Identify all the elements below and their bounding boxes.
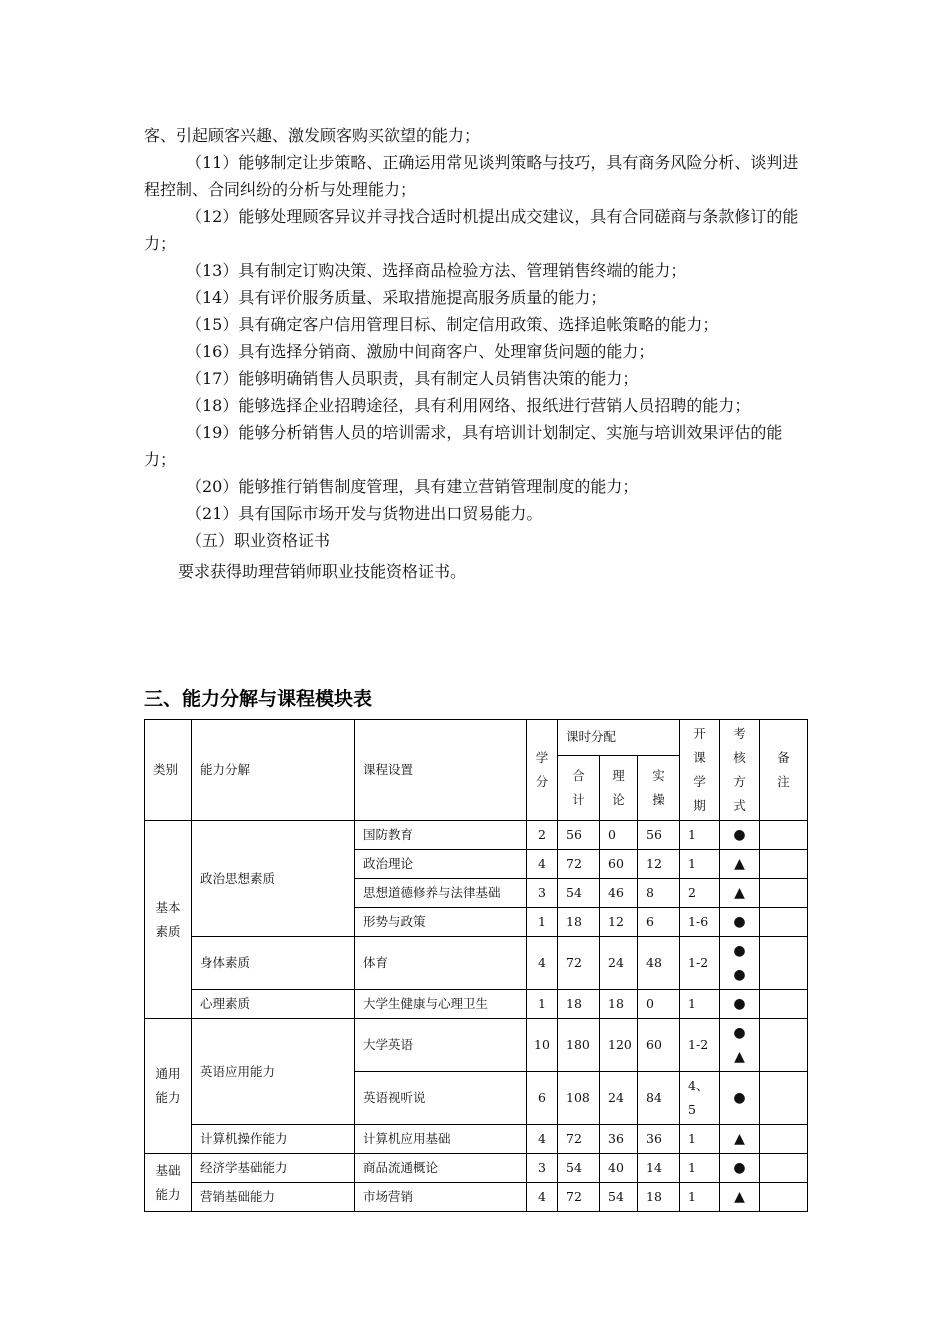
credit-cell: 10 <box>527 1019 558 1072</box>
theory-cell: 24 <box>600 937 638 990</box>
exam-cell: ▲ <box>720 850 760 879</box>
ability-political: 政治思想素质 <box>192 821 355 937</box>
category-foundation: 基础 能力 <box>145 1154 192 1212</box>
course-cell: 形势与政策 <box>355 908 527 937</box>
paragraph: （19）能够分析销售人员的培训需求，具有培训计划制定、实施与培训效果评估的能力； <box>144 423 783 469</box>
credit-cell: 4 <box>527 850 558 879</box>
remark-cell <box>760 879 808 908</box>
subheading: （五）职业资格证书 <box>186 531 331 550</box>
table-row <box>145 821 808 850</box>
total-cell: 72 <box>558 1125 600 1154</box>
ability-computer: 计算机操作能力 <box>192 1125 355 1154</box>
course-cell: 市场营销 <box>355 1183 527 1212</box>
exam-cell: ▲ <box>720 879 760 908</box>
category-basic: 基本 素质 <box>145 821 192 1019</box>
total-cell: 18 <box>558 990 600 1019</box>
exam-cell: ● ▲ <box>720 1019 760 1072</box>
remark-cell <box>760 1154 808 1183</box>
total-cell: 180 <box>558 1019 600 1072</box>
course-module-table <box>144 719 808 1212</box>
exam-cell: ▲ <box>720 1183 760 1212</box>
semester-cell: 1 <box>680 1183 720 1212</box>
paragraph: （20）能够推行销售制度管理，具有建立营销管理制度的能力； <box>186 477 639 496</box>
ability-marketing: 营销基础能力 <box>192 1183 355 1212</box>
body-text <box>144 122 814 585</box>
header-row <box>145 720 808 756</box>
semester-cell: 1 <box>680 990 720 1019</box>
course-cell: 国防教育 <box>355 821 527 850</box>
course-cell: 英语视听说 <box>355 1072 527 1125</box>
course-cell: 政治理论 <box>355 850 527 879</box>
header-theory: 理 论 <box>600 755 638 820</box>
paragraph: （11）能够制定让步策略、正确运用常见谈判策略与技巧，具有商务风险分析、谈判进程控制、合同纠纷的分析与处理能力； <box>144 153 799 199</box>
theory-cell: 24 <box>600 1072 638 1125</box>
exam-cell: ● <box>720 908 760 937</box>
practice-cell: 6 <box>638 908 680 937</box>
semester-cell: 2 <box>680 879 720 908</box>
remark-cell <box>760 1072 808 1125</box>
theory-cell: 54 <box>600 1183 638 1212</box>
credit-cell: 6 <box>527 1072 558 1125</box>
course-cell: 计算机应用基础 <box>355 1125 527 1154</box>
remark-cell <box>760 990 808 1019</box>
remark-cell <box>760 850 808 879</box>
theory-cell: 60 <box>600 850 638 879</box>
table-row <box>145 1019 808 1072</box>
remark-cell <box>760 937 808 990</box>
theory-cell: 46 <box>600 879 638 908</box>
theory-cell: 36 <box>600 1125 638 1154</box>
table-row <box>145 990 808 1019</box>
practice-cell: 12 <box>638 850 680 879</box>
credit-cell: 3 <box>527 1154 558 1183</box>
theory-cell: 18 <box>600 990 638 1019</box>
paragraph: （15）具有确定客户信用管理目标、制定信用政策、选择追帐策略的能力； <box>186 315 719 334</box>
course-cell: 大学英语 <box>355 1019 527 1072</box>
credit-cell: 4 <box>527 1125 558 1154</box>
exam-cell: ● <box>720 990 760 1019</box>
category-general: 通用 能力 <box>145 1019 192 1154</box>
paragraph: （21）具有国际市场开发与货物进出口贸易能力。 <box>186 504 543 523</box>
paragraph: （17）能够明确销售人员职责，具有制定人员销售决策的能力； <box>186 369 639 388</box>
remark-cell <box>760 821 808 850</box>
header-semester: 开 课 学 期 <box>680 720 720 821</box>
remark-cell <box>760 908 808 937</box>
table-row <box>145 937 808 990</box>
total-cell: 54 <box>558 1154 600 1183</box>
paragraph: 客、引起顾客兴趣、激发顾客购买欲望的能力； <box>144 126 481 145</box>
header-total: 合 计 <box>558 755 600 820</box>
theory-cell: 12 <box>600 908 638 937</box>
semester-cell: 1 <box>680 1125 720 1154</box>
header-practice: 实 操 <box>638 755 680 820</box>
theory-cell: 40 <box>600 1154 638 1183</box>
total-cell: 72 <box>558 850 600 879</box>
total-cell: 108 <box>558 1072 600 1125</box>
course-cell: 思想道德修养与法律基础 <box>355 879 527 908</box>
course-cell: 商品流通概论 <box>355 1154 527 1183</box>
exam-cell: ● <box>720 821 760 850</box>
header-ability: 能力分解 <box>192 720 355 821</box>
credit-cell: 1 <box>527 990 558 1019</box>
exam-cell: ● <box>720 1154 760 1183</box>
practice-cell: 14 <box>638 1154 680 1183</box>
header-exam: 考 核 方 式 <box>720 720 760 821</box>
credit-cell: 3 <box>527 879 558 908</box>
header-remark: 备 注 <box>760 720 808 821</box>
practice-cell: 56 <box>638 821 680 850</box>
practice-cell: 18 <box>638 1183 680 1212</box>
table-row <box>145 1154 808 1183</box>
ability-english: 英语应用能力 <box>192 1019 355 1125</box>
paragraph: （13）具有制定订购决策、选择商品检验方法、管理销售终端的能力； <box>186 261 687 280</box>
practice-cell: 48 <box>638 937 680 990</box>
practice-cell: 36 <box>638 1125 680 1154</box>
remark-cell <box>760 1125 808 1154</box>
practice-cell: 60 <box>638 1019 680 1072</box>
semester-cell: 1-6 <box>680 908 720 937</box>
credit-cell: 4 <box>527 1183 558 1212</box>
ability-mental: 心理素质 <box>192 990 355 1019</box>
credit-cell: 1 <box>527 908 558 937</box>
total-cell: 72 <box>558 1183 600 1212</box>
table-row <box>145 1183 808 1212</box>
total-cell: 54 <box>558 879 600 908</box>
credit-cell: 2 <box>527 821 558 850</box>
ability-economics: 经济学基础能力 <box>192 1154 355 1183</box>
semester-cell: 4、5 <box>680 1072 720 1125</box>
total-cell: 18 <box>558 908 600 937</box>
cert-text: 要求获得助理营销师职业技能资格证书。 <box>178 562 467 581</box>
header-credit: 学 分 <box>527 720 558 821</box>
section-title: 三、能力分解与课程模块表 <box>144 688 373 710</box>
semester-cell: 1 <box>680 821 720 850</box>
semester-cell: 1 <box>680 850 720 879</box>
total-cell: 72 <box>558 937 600 990</box>
course-cell: 体育 <box>355 937 527 990</box>
exam-cell: ● ● <box>720 937 760 990</box>
theory-cell: 0 <box>600 821 638 850</box>
remark-cell <box>760 1183 808 1212</box>
paragraph: （18）能够选择企业招聘途径，具有利用网络、报纸进行营销人员招聘的能力； <box>186 396 751 415</box>
practice-cell: 0 <box>638 990 680 1019</box>
credit-cell: 4 <box>527 937 558 990</box>
header-course: 课程设置 <box>355 720 527 821</box>
header-hours: 课时分配 <box>558 720 680 756</box>
ability-physical: 身体素质 <box>192 937 355 990</box>
semester-cell: 1-2 <box>680 937 720 990</box>
remark-cell <box>760 1019 808 1072</box>
exam-cell: ▲ <box>720 1125 760 1154</box>
paragraph: （14）具有评价服务质量、采取措施提高服务质量的能力； <box>186 288 607 307</box>
practice-cell: 8 <box>638 879 680 908</box>
header-category: 类别 <box>145 720 192 821</box>
total-cell: 56 <box>558 821 600 850</box>
theory-cell: 120 <box>600 1019 638 1072</box>
practice-cell: 84 <box>638 1072 680 1125</box>
exam-cell: ● <box>720 1072 760 1125</box>
course-cell: 大学生健康与心理卫生 <box>355 990 527 1019</box>
paragraph: （16）具有选择分销商、激励中间商客户、处理窜货问题的能力； <box>186 342 655 361</box>
semester-cell: 1-2 <box>680 1019 720 1072</box>
table-row <box>145 1125 808 1154</box>
semester-cell: 1 <box>680 1154 720 1183</box>
paragraph: （12）能够处理顾客异议并寻找合适时机提出成交建议，具有合同磋商与条款修订的能力； <box>144 207 799 253</box>
